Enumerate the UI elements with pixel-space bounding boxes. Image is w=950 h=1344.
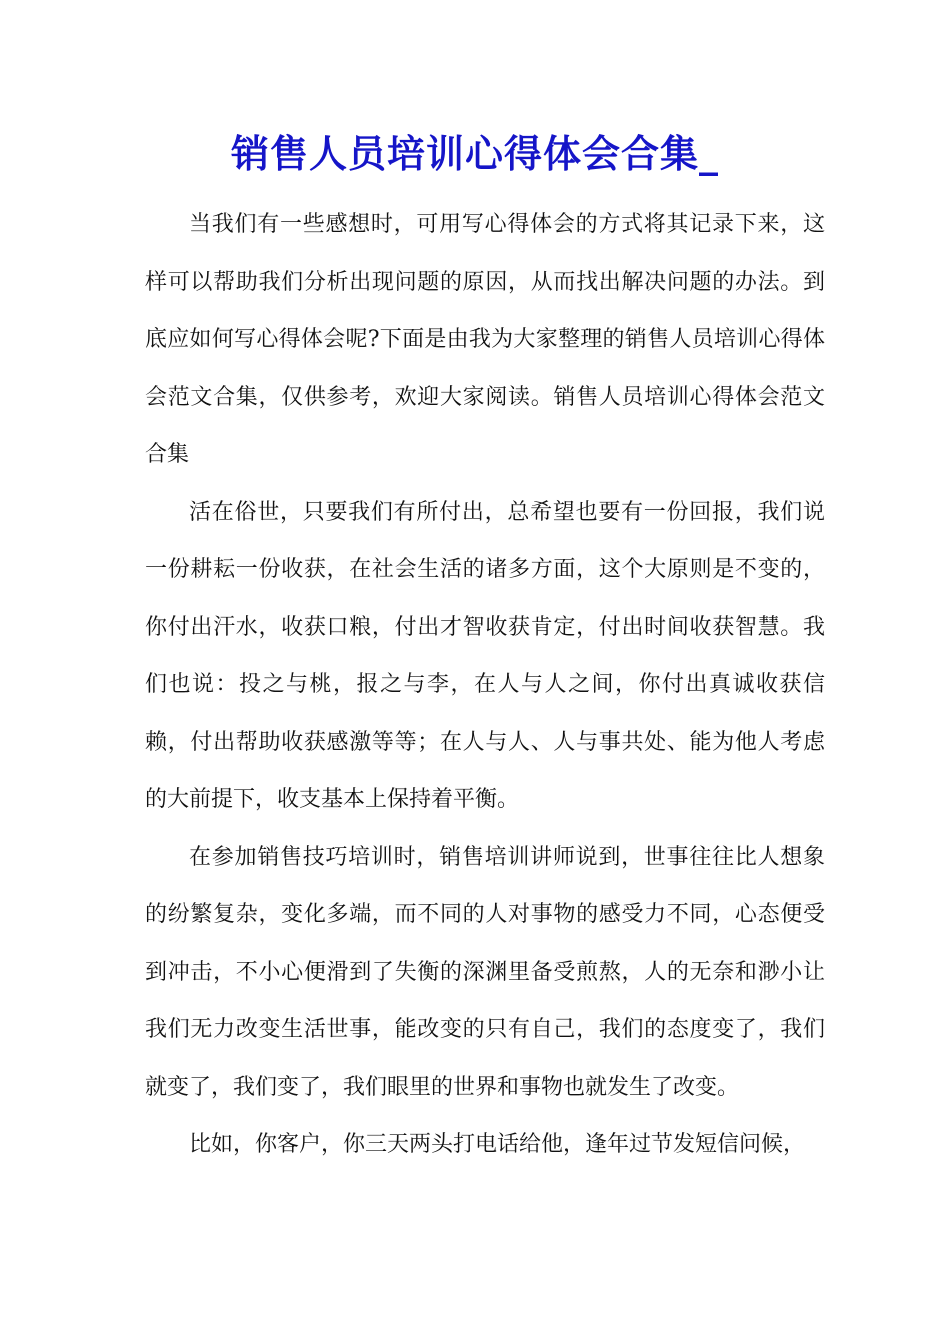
paragraph-intro: 当我们有一些感想时，可用写心得体会的方式将其记录下来，这样可以帮助我们分析出现问题的原因，从而找出解决问题的办法。到底应如何写心得体会呢?下面是由我为大家整理的销售人员培训心得体会范文合集，仅供参考，欢迎大家阅读。销售人员培训心得体会范文合集 [145, 212, 825, 467]
paragraph-effort-reward: 活在俗世，只要我们有所付出，总希望也要有一份回报，我们说一份耕耘一份收获，在社会生活的诸多方面，这个大原则是不变的，你付出汗水，收获口粮，付出才智收获肯定，付出时间收获智慧。我们也说：投之与桃，报之与李，在人与人之间，你付出真诚收获信赖，付出帮助收获感激等等；在人与人、人与事共处、能为他人考虑的大前提下，收支基本上保持着平衡。 [145, 499, 825, 812]
paragraph-customer-example: 比如，你客户，你三天两头打电话给他，逢年过节发短信问候， [189, 1132, 806, 1157]
document-title: 销售人员培训心得体会合集_ [230, 131, 719, 176]
document-body [145, 196, 825, 1174]
paragraph-sales-training: 在参加销售技巧培训时，销售培训讲师说到，世事往往比人想象的纷繁复杂，变化多端，而不同的人对事物的感受力不同，心态便受到冲击，不小心便滑到了失衡的深渊里备受煎熬，人的无奈和渺小让我们无力改变生活世事，能改变的只有自己，我们的态度变了，我们就变了，我们变了，我们眼里的世界和事物也就发生了改变。 [145, 844, 825, 1100]
